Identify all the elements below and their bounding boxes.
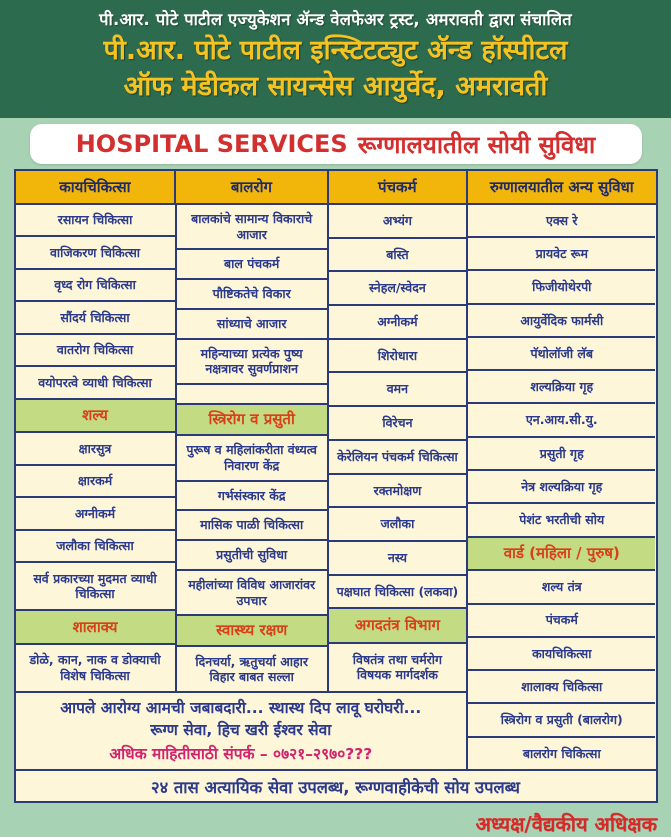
- column-header-panchakarma: पंचकर्म: [327, 171, 467, 203]
- notice-line-2: रूग्ण सेवा, हिच खरी ईश्वर सेवा: [150, 720, 332, 739]
- institute-title-line1: पी.आर. पोटे पाटील इन्स्टिटट्युट ॲन्ड हॉस्पीटल: [103, 35, 568, 66]
- service-cell: पंचकर्म: [468, 603, 655, 636]
- service-cell: मासिक पाळी चिकित्सा: [177, 509, 327, 539]
- service-cell: गर्भसंस्कार केंद्र: [177, 480, 327, 510]
- department-header-cell: स्वास्थ्य रक्षण: [177, 614, 327, 645]
- service-cell: डोळे, कान, नाक व डोक्याची विशेष चिकित्सा: [16, 643, 175, 691]
- service-cell: अग्नीकर्म: [16, 496, 175, 529]
- service-cell: वमन: [329, 371, 466, 405]
- department-header-cell: शल्य: [16, 398, 175, 431]
- service-cell: क्षारसुत्र: [16, 431, 175, 464]
- signature-line: अध्यक्ष/वैद्यकीय अधिक्षक: [475, 812, 657, 836]
- service-cell: अभ्यंग: [329, 205, 466, 237]
- notice-line-1: आपले आरोग्य आमची जबाबदारी... स्थास्थ दिप लावू घरोघरी...: [60, 698, 422, 717]
- service-cell: विरेचन: [329, 405, 466, 439]
- service-cell: जलौका: [329, 506, 466, 540]
- service-cell: प्रसुती गृह: [468, 436, 655, 469]
- service-cell: महिन्याच्या प्रत्येक पुष्य नक्षत्रावर सुवर्णप्राशन: [177, 338, 327, 383]
- banner-title-marathi: रूग्णालयातील सोयी सुविधा: [357, 130, 596, 159]
- service-cell: दिनचर्या, ऋतुचर्या आहार विहार बाबत सल्ला: [177, 645, 327, 690]
- service-cell: शल्यक्रिया गृह: [468, 369, 655, 402]
- service-cell: शल्य तंत्र: [468, 569, 655, 602]
- service-cell: एक्स रे: [468, 205, 655, 236]
- column-header-other-facilities: रुग्णालयातील अन्य सुविधा: [466, 171, 655, 203]
- department-header-cell: स्त्रिरोग व प्रसुती: [177, 403, 327, 434]
- service-cell: स्नेहल/स्वेदन: [329, 270, 466, 304]
- service-cell: अग्नीकर्म: [329, 304, 466, 338]
- service-cell: वातरोग चिकित्सा: [16, 333, 175, 366]
- service-cell: आयुर्वेदिक फार्मसी: [468, 303, 655, 336]
- department-header-cell: अगदतंत्र विभाग: [329, 607, 466, 641]
- services-banner: [30, 124, 642, 164]
- services-table: [14, 169, 658, 803]
- service-cell: फिजीयोथेरपी: [468, 269, 655, 302]
- service-cell: शिरोधारा: [329, 338, 466, 372]
- service-cell: सांध्याचे आजार: [177, 308, 327, 338]
- service-cell: कायचिकित्सा: [468, 636, 655, 669]
- column-header-balrog: बालरोग: [174, 171, 326, 203]
- service-cell: स्त्रिरोग व प्रसुती (बालरोग): [468, 702, 655, 735]
- service-cell: महीलांच्या विविध आजारांवर उपचार: [177, 569, 327, 614]
- service-cell: बाल पंचकर्म: [177, 248, 327, 278]
- service-cell: [177, 383, 327, 403]
- service-cell: नेत्र शल्यक्रिया गृह: [468, 469, 655, 502]
- service-cell: केरेलियन पंचकर्म चिकित्सा: [329, 439, 466, 473]
- service-cell: रसायन चिकित्सा: [16, 205, 175, 236]
- table-body: [16, 205, 656, 769]
- notice-block: [16, 691, 467, 769]
- service-cell: नस्य: [329, 540, 466, 574]
- institute-title-line2: ऑफ मेडीकल सायन्सेस आयुर्वेद, अमरावती: [123, 70, 548, 102]
- service-cell: वाजिकरण चिकित्सा: [16, 235, 175, 268]
- service-cell: बालरोग चिकित्सा: [468, 736, 655, 769]
- trust-line: पी.आर. पोटे पाटील एज्युकेशन ॲन्ड वेलफेअर ट्रस्ट, अमरावती द्वारा संचालित: [99, 10, 572, 29]
- service-cell: जलौका चिकित्सा: [16, 529, 175, 562]
- column-balrog: [175, 205, 327, 691]
- left-column-group: [16, 205, 467, 769]
- service-cell: शालाक्य चिकित्सा: [468, 669, 655, 702]
- service-cell: पौष्टिकतेचे विकार: [177, 278, 327, 308]
- service-cell: प्रायवेट रूम: [468, 236, 655, 269]
- service-cell: विषतंत्र तथा चर्मरोग विषयक मार्गदर्शक: [329, 642, 466, 691]
- service-cell: क्षारकर्म: [16, 464, 175, 497]
- service-cell: पॅथोलॉजी लॅब: [468, 336, 655, 369]
- service-cell: पक्षघात चिकित्सा (लकवा): [329, 574, 466, 608]
- masthead: [0, 0, 671, 118]
- service-cell: पेशंट भरतीची सोय: [468, 502, 655, 535]
- service-cell: बालकांचे सामान्य विकाराचे आजार: [177, 205, 327, 248]
- service-cell: वयोपरत्वे व्याधी चिकित्सा: [16, 365, 175, 398]
- service-cell: सौंदर्य चिकित्सा: [16, 300, 175, 333]
- contact-line: अधिक माहितीसाठी संपर्क – ०७२१–२९७०???: [109, 745, 373, 764]
- department-header-cell: शालाक्य: [16, 609, 175, 642]
- service-cell: रक्तमोक्षण: [329, 473, 466, 507]
- availability-row: २४ तास अत्यायिक सेवा उपलब्ध, रूग्णवाहीकेची सोय उपलब्ध: [16, 769, 656, 801]
- service-cell: एन.आय.सी.यु.: [468, 402, 655, 435]
- column-panchakarma: [327, 205, 466, 691]
- column-other-facilities: [466, 205, 655, 769]
- banner-title-english: HOSPITAL SERVICES: [75, 130, 348, 158]
- service-cell: प्रसुतीची सुविधा: [177, 539, 327, 569]
- department-header-cell: वार्ड (महिला / पुरुष): [468, 536, 655, 570]
- column-header-kayachikitsa: कायचिकित्सा: [59, 177, 131, 196]
- service-cell: सर्व प्रकारच्या मुदमत व्याधी चिकित्सा: [16, 561, 175, 609]
- table-header-row: [16, 171, 656, 205]
- column-kayachikitsa: [16, 205, 175, 691]
- service-cell: बस्ति: [329, 237, 466, 271]
- service-cell: पुरूष व महिलांकरीता वंध्यत्व निवारण केंद्र: [177, 434, 327, 479]
- service-cell: वृध्द रोग चिकित्सा: [16, 268, 175, 301]
